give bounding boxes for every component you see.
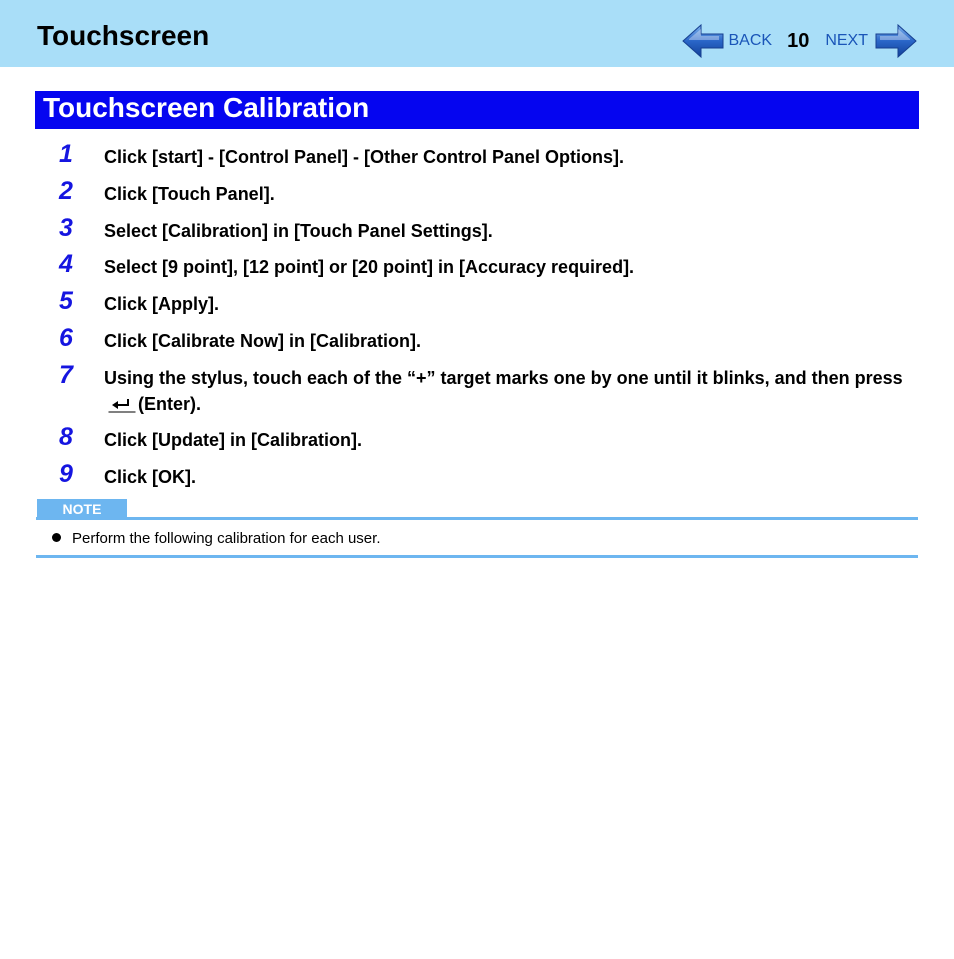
step-number: 8 <box>59 423 73 451</box>
back-label: BACK <box>728 32 773 49</box>
step-number: 2 <box>59 177 73 205</box>
step-text <box>104 365 914 417</box>
page-title: Touchscreen <box>37 20 210 51</box>
page-navigation <box>681 22 919 60</box>
step-number: 4 <box>59 250 73 278</box>
next-label: NEXT <box>825 32 868 49</box>
step-text-before: Using the stylus, touch each of the “+” target marks one by one until it blinks, and then press <box>104 368 903 388</box>
note-divider-top <box>36 517 918 520</box>
step-text: Click [Apply]. <box>104 294 220 314</box>
step-number: 1 <box>59 140 73 168</box>
note-item <box>52 530 381 548</box>
step-text-after: (Enter). <box>138 394 201 414</box>
step-text: Click [Calibrate Now] in [Calibration]. <box>104 331 422 351</box>
back-arrow-icon <box>681 22 725 60</box>
step-text: Click [start] - [Control Panel] - [Other Control Panel Options]. <box>104 147 625 167</box>
next-button[interactable] <box>825 22 918 60</box>
bullet-icon <box>52 533 61 542</box>
page-number: 10 <box>787 29 810 52</box>
step-number: 6 <box>59 324 73 352</box>
next-arrow-icon <box>874 22 918 60</box>
step-text: Click [Touch Panel]. <box>104 184 275 204</box>
back-button[interactable] <box>681 22 773 60</box>
enter-key-icon <box>108 396 136 413</box>
step-text: Click [OK]. <box>104 467 197 487</box>
step-number: 9 <box>59 460 73 488</box>
note-item-text: Perform the following calibration for each user. <box>72 530 381 547</box>
step-text: Click [Update] in [Calibration]. <box>104 430 363 450</box>
step-number: 5 <box>59 287 73 315</box>
step-number: 3 <box>59 214 73 242</box>
page-header <box>0 0 954 67</box>
step-text: Select [Calibration] in [Touch Panel Settings]. <box>104 221 493 241</box>
note-label: NOTE <box>37 499 127 518</box>
step-text: Select [9 point], [12 point] or [20 point] in [Accuracy required]. <box>104 257 635 277</box>
step-number: 7 <box>59 361 73 389</box>
note-divider-bottom <box>36 555 918 558</box>
section-title: Touchscreen Calibration <box>35 91 919 129</box>
